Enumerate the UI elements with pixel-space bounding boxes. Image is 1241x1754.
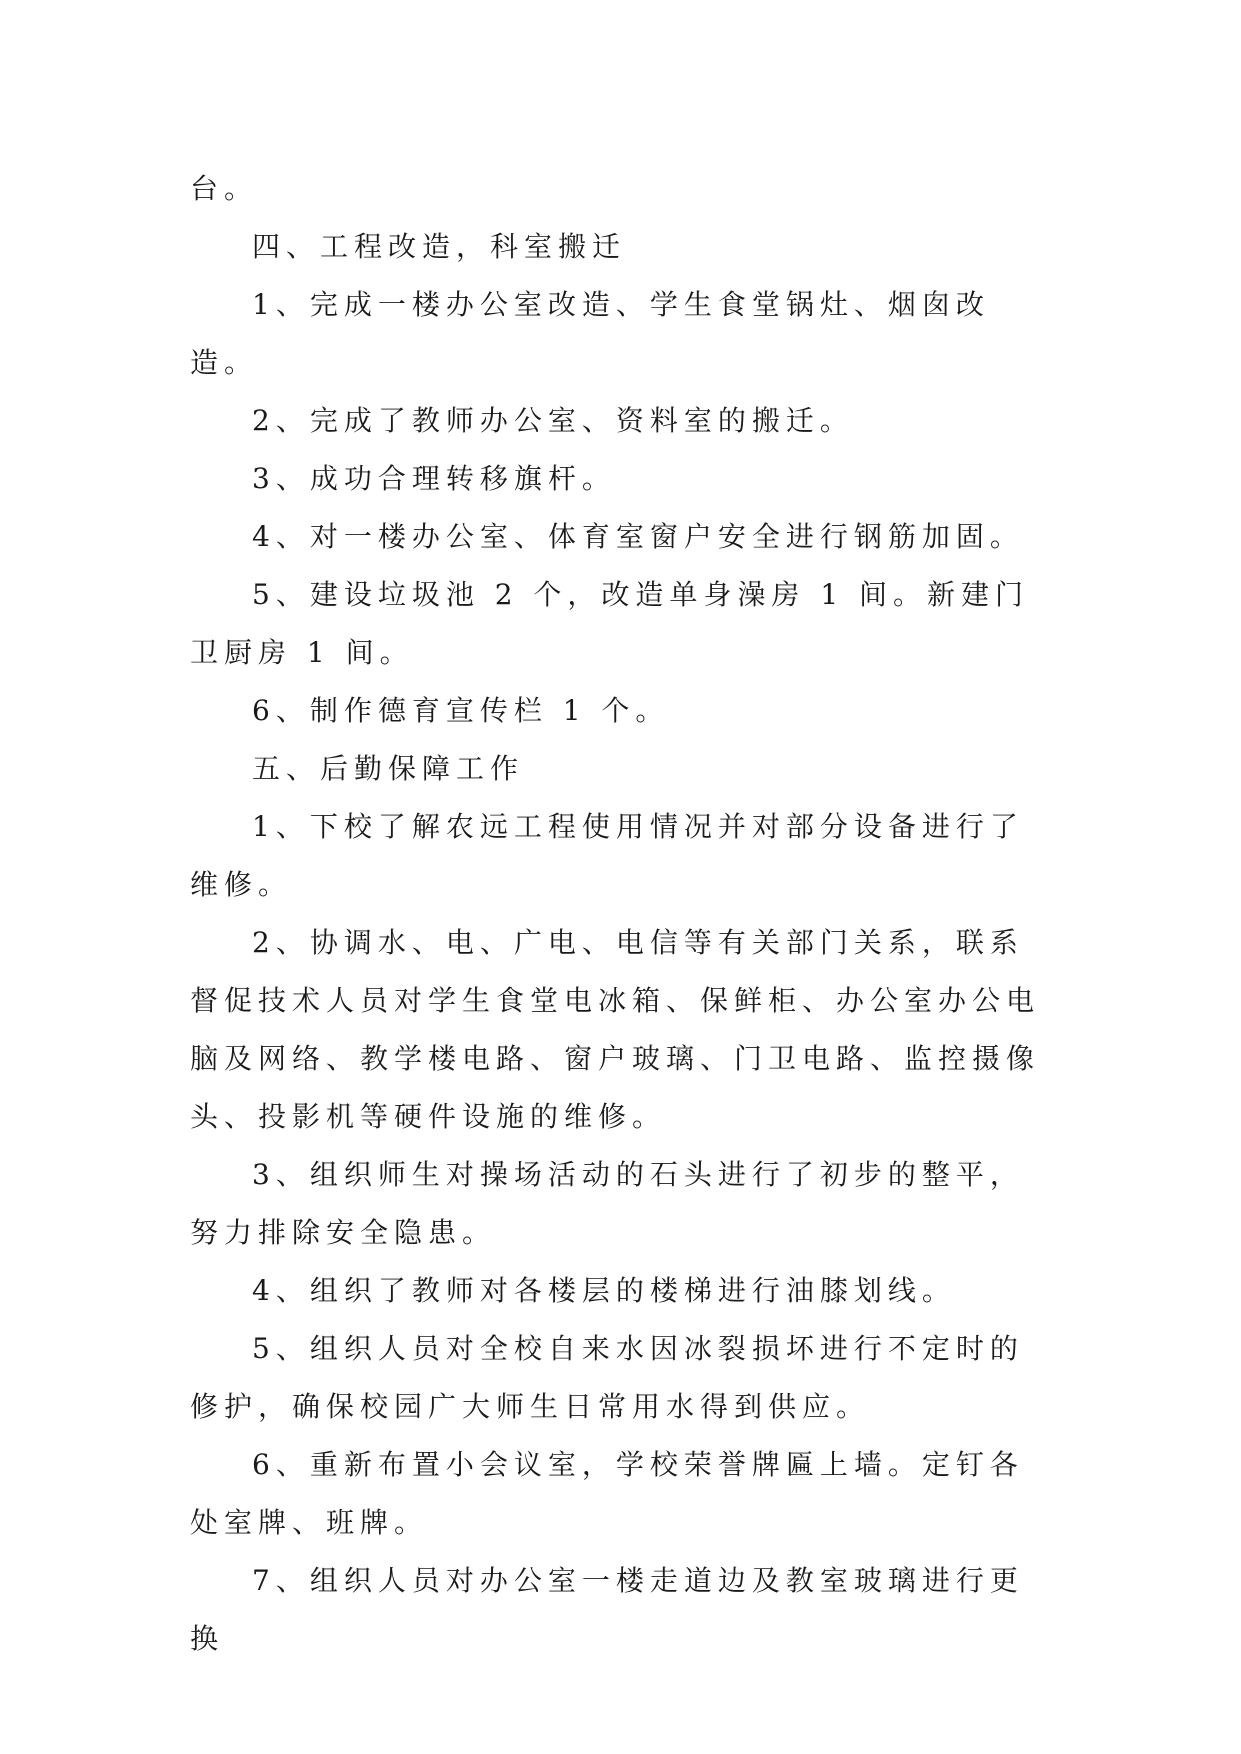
paragraph: 6、重新布置小会议室，学校荣誉牌匾上墙。定钉各处室牌、班牌。 <box>190 1448 1024 1539</box>
paragraph: 3、组织师生对操场活动的石头进行了初步的整平，努力排除安全隐患。 <box>190 1158 1024 1249</box>
paragraph: 1、下校了解农远工程使用情况并对部分设备进行了维修。 <box>190 810 1024 901</box>
paragraph: 4、对一楼办公室、体育室窗户安全进行钢筋加固。 <box>252 520 1024 553</box>
paragraph: 5、建设垃圾池 2 个，改造单身澡房 1 间。新建门卫厨房 1 间。 <box>190 578 1030 669</box>
paragraph: 6、制作德育宣传栏 1 个。 <box>252 694 670 727</box>
section-heading-4: 四、工程改造，科室搬迁 <box>252 230 627 263</box>
paragraph: 2、完成了教师办公室、资料室的搬迁。 <box>252 404 854 437</box>
paragraph: 7、组织人员对办公室一楼走道边及教室玻璃进行更换 <box>190 1564 1024 1655</box>
document-body <box>190 160 1050 1668</box>
paragraph-continuation: 台。 <box>190 172 259 205</box>
paragraph: 2、协调水、电、广电、电信等有关部门关系，联系督促技术人员对学生食堂电冰箱、保鲜柜、办公室办公电脑及网络、教学楼电路、窗户玻璃、门卫电路、监控摄像头、投影机等硬件设施的维修。 <box>190 926 1041 1133</box>
paragraph: 1、完成一楼办公室改造、学生食堂锅灶、烟囱改造。 <box>190 288 990 379</box>
section-heading-5: 五、后勤保障工作 <box>252 752 525 785</box>
paragraph: 3、成功合理转移旗杆。 <box>252 462 616 495</box>
paragraph: 5、组织人员对全校自来水因冰裂损坏进行不定时的修护，确保校园广大师生日常用水得到供应。 <box>190 1332 1024 1423</box>
paragraph: 4、组织了教师对各楼层的楼梯进行油膝划线。 <box>252 1274 956 1307</box>
